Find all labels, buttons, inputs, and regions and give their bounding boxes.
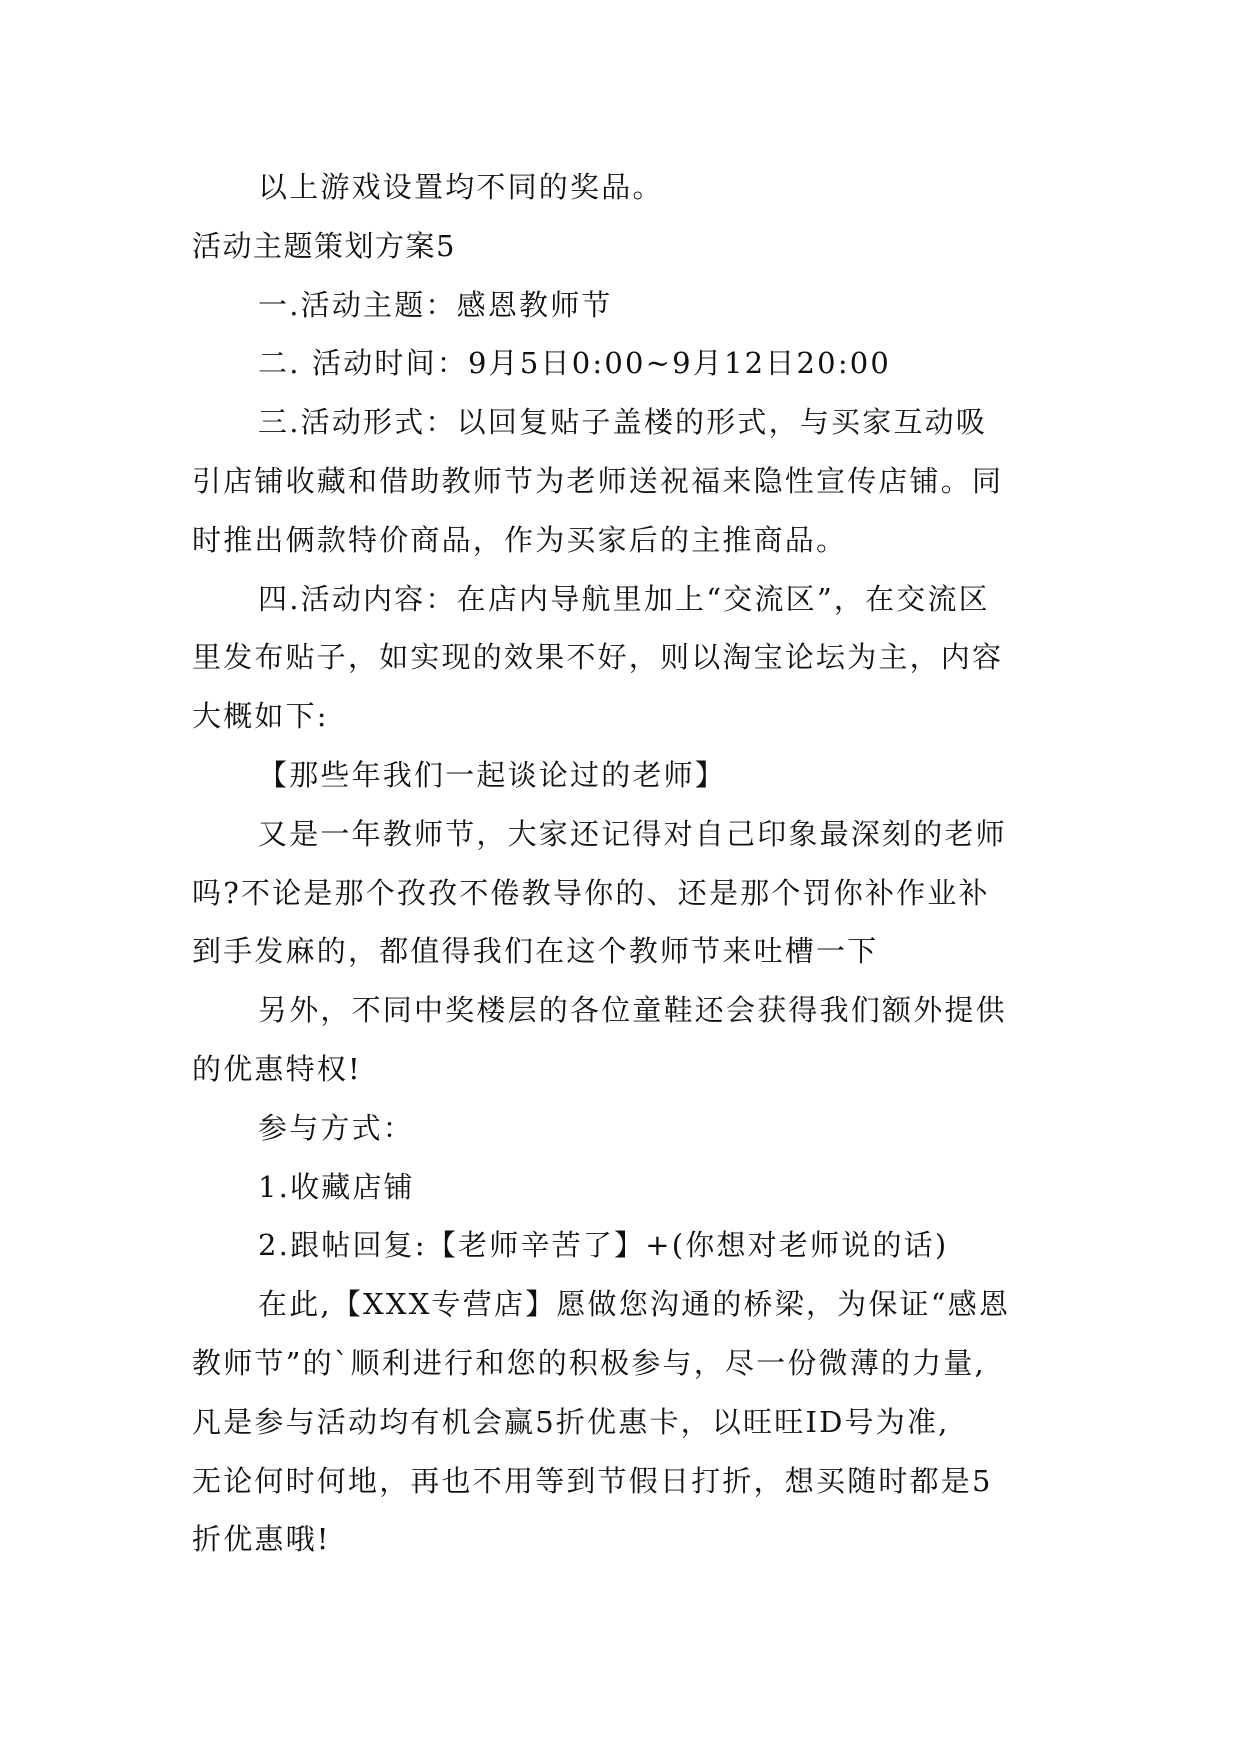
paragraph-line: 到手发麻的，都值得我们在这个教师节来吐槽一下 [192,934,879,969]
paragraph-line: 时推出俩款特价商品，作为买家后的主推商品。 [192,522,848,557]
paragraph-line: 引店铺收藏和借助教师节为老师送祝福来隐性宣传店铺。同 [192,463,1004,498]
paragraph-line: 三.活动形式：以回复贴子盖楼的形式，与买家互动吸 [258,405,988,440]
list-item: 1.收藏店铺 [258,1169,415,1204]
paragraph-line: 二. 活动时间：9月5日0:00~9月12日20:00 [258,346,892,381]
paragraph-line: 教师节”的`顺利进行和您的积极参与，尽一份微薄的力量, [192,1345,986,1380]
paragraph-line: 的优惠特权! [192,1051,362,1086]
paragraph-line: 吗?不论是那个孜孜不倦教导你的、还是那个罚你补作业补 [192,875,990,910]
post-title: 【那些年我们一起谈论过的老师】 [258,757,727,792]
paragraph-line: 在此,【XXX专营店】愿做您沟通的桥梁，为保证“感恩 [258,1287,1011,1322]
paragraph-line: 折优惠哦! [192,1522,331,1557]
paragraph-line: 又是一年教师节，大家还记得对自己印象最深刻的老师 [258,816,1007,851]
paragraph-line: 参与方式： [258,1110,415,1145]
paragraph-line: 大概如下: [192,699,329,734]
document-body [192,158,1052,1569]
paragraph-line: 另外，不同中奖楼层的各位童鞋还会获得我们额外提供 [258,993,1007,1028]
paragraph-line: 无论何时何地，再也不用等到节假日打折，想买随时都是5 [192,1463,993,1498]
paragraph-line: 一.活动主题：感恩教师节 [258,287,613,322]
paragraph-line: 里发布贴子，如实现的效果不好，则以淘宝论坛为主，内容 [192,640,1004,675]
paragraph-line: 以上游戏设置均不同的奖品。 [258,170,664,204]
paragraph-line: 四.活动内容：在店内导航里加上“交流区”，在交流区 [258,581,990,616]
section-title: 活动主题策划方案5 [192,228,456,263]
paragraph-line: 凡是参与活动均有机会赢5折优惠卡，以旺旺ID号为准, [192,1404,950,1439]
list-item: 2.跟帖回复:【老师辛苦了】+(你想对老师说的话) [258,1228,949,1263]
